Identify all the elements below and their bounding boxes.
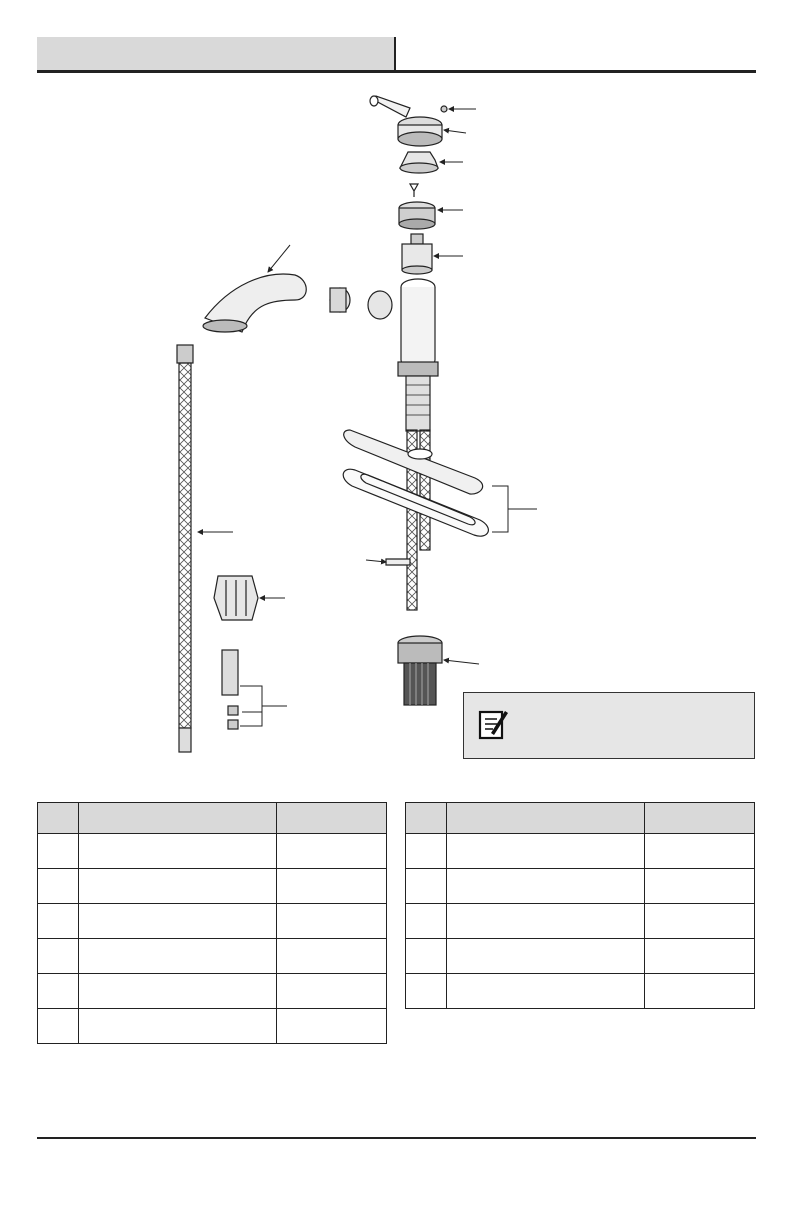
exploded-parts-diagram	[0, 80, 793, 770]
column-header	[277, 803, 387, 834]
section-header-bar	[37, 37, 394, 71]
table-cell	[406, 869, 447, 904]
table-row	[406, 974, 755, 1009]
table-cell	[38, 904, 79, 939]
handle-part	[370, 96, 442, 146]
table-cell	[79, 1009, 277, 1044]
table-cell	[79, 869, 277, 904]
table-cell	[277, 974, 387, 1009]
table-cell	[79, 974, 277, 1009]
table-row	[38, 869, 387, 904]
cartridge-part	[402, 234, 432, 274]
table-cell	[406, 834, 447, 869]
table-cell	[277, 869, 387, 904]
column-header	[38, 803, 79, 834]
table-cell	[645, 834, 755, 869]
note-pencil-icon	[477, 707, 509, 741]
column-header	[406, 803, 447, 834]
table-header-row	[406, 803, 755, 834]
table-row	[38, 834, 387, 869]
note-box	[463, 692, 755, 759]
table-row	[38, 974, 387, 1009]
screw-part	[410, 184, 418, 197]
table-row	[406, 939, 755, 974]
table-cell	[277, 904, 387, 939]
table-row	[38, 1009, 387, 1044]
table-cell	[406, 974, 447, 1009]
table-cell	[79, 834, 277, 869]
table-cell	[277, 939, 387, 974]
diverter-part	[330, 288, 350, 312]
table-row	[406, 904, 755, 939]
table-row	[406, 869, 755, 904]
spray-hose-part	[177, 345, 193, 752]
mounting-nut-part	[398, 636, 442, 705]
table-cell	[38, 869, 79, 904]
column-header	[447, 803, 645, 834]
table-cell	[447, 904, 645, 939]
column-header	[79, 803, 277, 834]
table-cell	[38, 974, 79, 1009]
table-row	[38, 939, 387, 974]
header-rule	[37, 70, 756, 73]
table-cell	[645, 869, 755, 904]
hose-weight-part	[214, 576, 258, 620]
table-row	[38, 904, 387, 939]
table-cell	[38, 1009, 79, 1044]
table-cell	[277, 1009, 387, 1044]
table-cell	[447, 939, 645, 974]
column-header	[645, 803, 755, 834]
parts-table-right	[405, 802, 755, 1009]
table-cell	[79, 904, 277, 939]
bonnet-nut-part	[399, 202, 435, 229]
table-cell	[277, 834, 387, 869]
parts-table-left	[37, 802, 387, 1044]
fitting-part-1	[228, 706, 238, 715]
table-cell	[38, 834, 79, 869]
table-cell	[645, 904, 755, 939]
table-header-row	[38, 803, 387, 834]
faucet-body-part	[368, 279, 438, 431]
table-cell	[645, 974, 755, 1009]
footer-rule	[37, 1137, 756, 1139]
table-cell	[645, 939, 755, 974]
header-divider	[394, 37, 396, 71]
table-cell	[406, 939, 447, 974]
table-cell	[447, 869, 645, 904]
set-screw-part	[441, 106, 447, 112]
connector-part	[222, 650, 238, 695]
table-cell	[447, 974, 645, 1009]
table-cell	[406, 904, 447, 939]
table-cell	[38, 939, 79, 974]
table-cell	[79, 939, 277, 974]
fitting-part-2	[228, 720, 238, 729]
table-cell	[447, 834, 645, 869]
clip-part	[386, 559, 410, 565]
table-row	[406, 834, 755, 869]
